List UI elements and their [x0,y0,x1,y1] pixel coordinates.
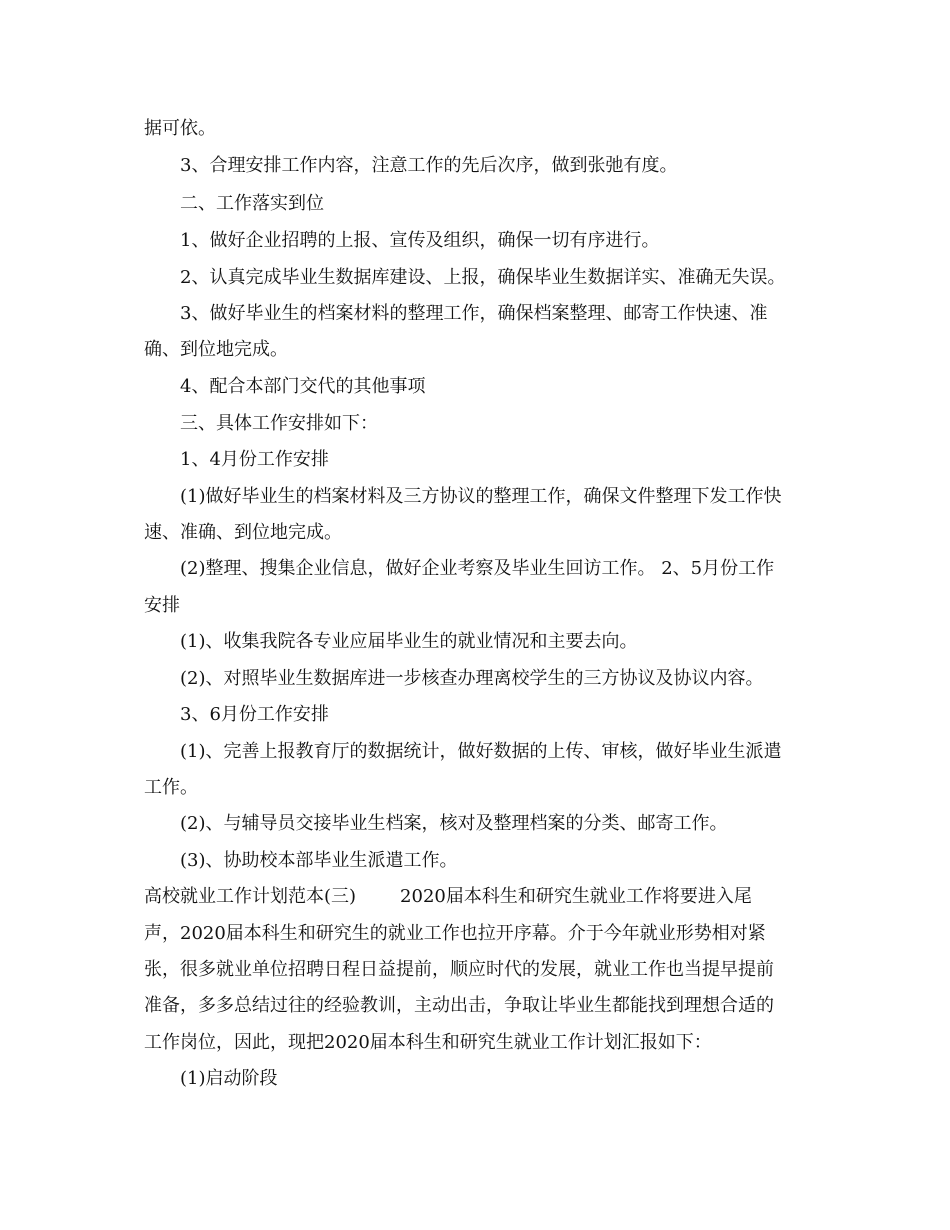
paragraph-line: (1)启动阶段 [180,1068,278,1089]
section-title-row [144,885,752,909]
paragraph-line: (2)、与辅导员交接毕业生档案，核对及整理档案的分类、邮寄工作。 [180,813,728,834]
paragraph-line: 1、做好企业招聘的上报、宣传及组织，确保一切有序进行。 [180,230,660,251]
paragraph-line: 工作。 [144,777,198,798]
paragraph-line: (2)、对照毕业生数据库进一步核查办理离校学生的三方协议及协议内容。 [180,668,764,689]
section-heading: 二、工作落实到位 [180,193,324,214]
section-heading: 三、具体工作安排如下： [180,413,378,434]
paragraph-line: (1)做好毕业生的档案材料及三方协议的整理工作，确保文件整理下发工作快 [180,486,782,507]
paragraph-line: 3、合理安排工作内容，注意工作的先后次序，做到张弛有度。 [180,155,678,176]
paragraph-line: 4、配合本部门交代的其他事项 [180,376,426,397]
paragraph-line: 安排 [144,595,180,616]
paragraph-line: 准备，多多总结过往的经验教训，主动出击，争取让毕业生都能找到理想合适的 [144,995,774,1016]
paragraph-line: (1)、收集我院各专业应届毕业生的就业情况和主要去向。 [180,631,638,652]
paragraph-line: (2)整理、搜集企业信息，做好企业考察及毕业生回访工作。 2、5月份工作 [180,558,775,579]
paragraph-line: 据可依。 [144,118,216,139]
paragraph-line: (1)、完善上报教育厅的数据统计，做好数据的上传、审核，做好毕业生派遣 [180,741,782,762]
paragraph-line: 张，很多就业单位招聘日程日益提前，顺应时代的发展，就业工作也当提早提前 [144,959,774,980]
paragraph-line: 工作岗位，因此，现把2020届本科生和研究生就业工作计划汇报如下： [144,1032,712,1053]
paragraph-line: 2、认真完成毕业生数据库建设、上报，确保毕业生数据详实、准确无失误。 [180,267,786,288]
section-first-line: 2020届本科生和研究生就业工作将要进入尾 [400,886,752,907]
paragraph-line: 确、到位地完成。 [144,339,288,360]
paragraph-line: 声，2020届本科生和研究生的就业工作也拉开序幕。介于今年就业形势相对紧 [144,923,766,944]
section-title: 高校就业工作计划范本(三) [144,886,357,907]
paragraph-line: 速、准确、到位地完成。 [144,522,342,543]
subsection-heading: 3、6月份工作安排 [180,704,329,725]
paragraph-line: (3)、协助校本部毕业生派遣工作。 [180,850,458,871]
subsection-heading: 1、4月份工作安排 [180,449,329,470]
paragraph-line: 3、做好毕业生的档案材料的整理工作，确保档案整理、邮寄工作快速、准 [180,303,768,324]
